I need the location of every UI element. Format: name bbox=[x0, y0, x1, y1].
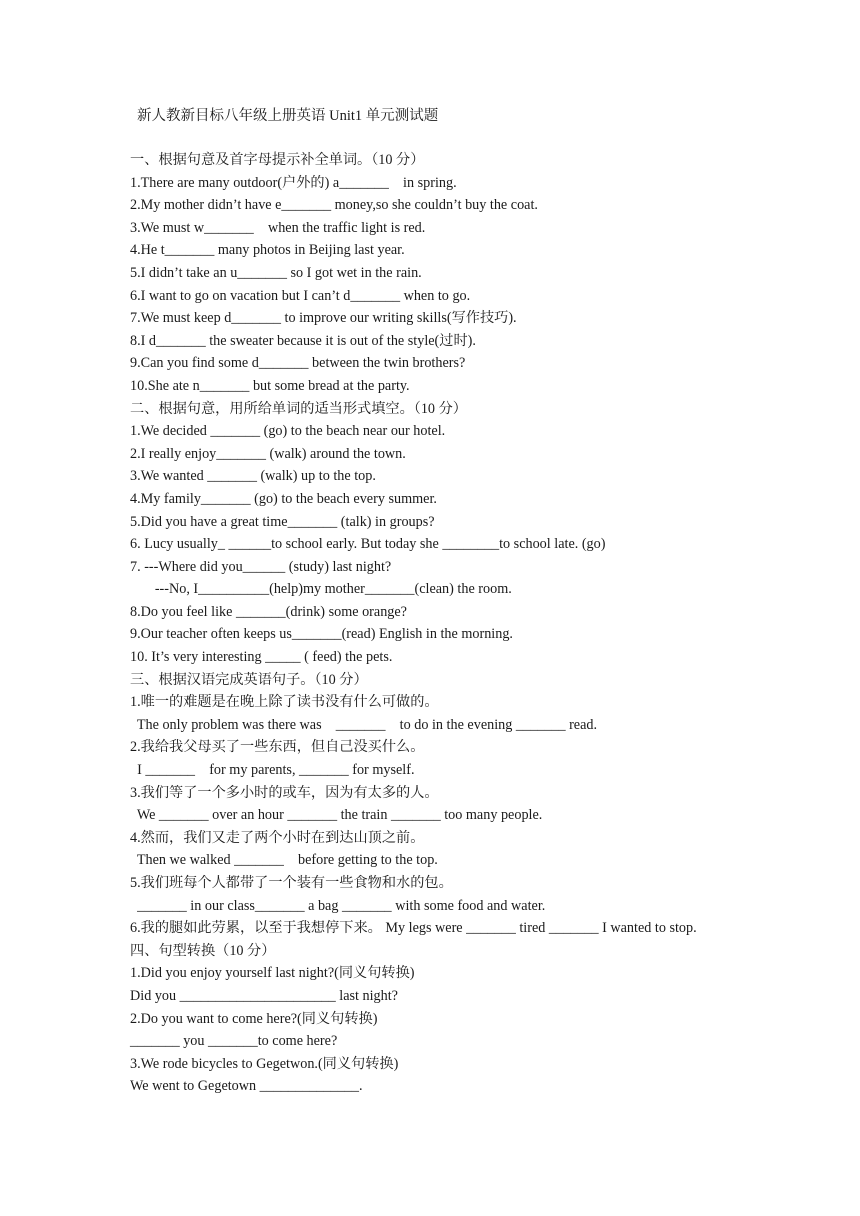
text-line: 7.We must keep d_______ to improve our writing skills(写作技巧). bbox=[130, 310, 517, 327]
text-line: Then we walked _______ before getting to the top. bbox=[130, 852, 438, 869]
text-line: 9.Can you find some d_______ between the twin brothers? bbox=[130, 355, 466, 372]
text-line: _______ you _______to come here? bbox=[130, 1033, 338, 1050]
text-line: 6. Lucy usually_ ______to school early. But today she ________to school late. (go) bbox=[130, 536, 606, 553]
text-line: 1.We decided _______ (go) to the beach near our hotel. bbox=[130, 423, 446, 440]
document-title: 新人教新目标八年级上册英语 Unit1 单元测试题 bbox=[137, 108, 439, 124]
text-line: 4.He t_______ many photos in Beijing last year. bbox=[130, 242, 405, 259]
text-line: Did you ______________________ last night? bbox=[130, 987, 398, 1004]
text-line: 1.There are many outdoor(户外的) a_______ in spring. bbox=[130, 174, 457, 191]
text-line: 3.我们等了一个多小时的或车，因为有太多的人。 bbox=[130, 784, 439, 801]
text-line: 4.My family_______ (go) to the beach every summer. bbox=[130, 490, 437, 507]
text-line: 5.Did you have a great time_______ (talk) in groups? bbox=[130, 513, 435, 530]
text-line: 9.Our teacher often keeps us_______(read) English in the morning. bbox=[130, 626, 513, 643]
text-line: 2.I really enjoy_______ (walk) around the town. bbox=[130, 445, 406, 462]
text-line: 3.We wanted _______ (walk) up to the top. bbox=[130, 468, 376, 485]
text-line: We went to Gegetown ______________. bbox=[130, 1078, 363, 1095]
text-line: The only problem was there was _______ to do in the evening _______ read. bbox=[130, 716, 598, 733]
text-line: 6.I want to go on vacation but I can’t d_______ when to go. bbox=[130, 287, 471, 304]
text-line: 1.Did you enjoy yourself last night?(同义句转换) bbox=[130, 965, 415, 982]
text-line: 1.唯一的难题是在晚上除了读书没有什么可做的。 bbox=[130, 694, 439, 711]
text-line: 3.We rode bicycles to Gegetwon.(同义句转换) bbox=[130, 1055, 399, 1072]
section-heading-2: 二、根据句意，用所给单词的适当形式填空。（10 分） bbox=[130, 400, 467, 417]
text-line: We _______ over an hour _______ the train _______ too many people. bbox=[130, 807, 543, 824]
text-line: _______ in our class_______ a bag _______ with some food and water. bbox=[130, 897, 546, 914]
section-heading-4: 四、句型转换（10 分） bbox=[130, 942, 276, 959]
text-line: 8.I d_______ the sweater because it is out of the style(过时). bbox=[130, 332, 476, 349]
text-line: 10. It’s very interesting _____ ( feed) the pets. bbox=[130, 649, 393, 666]
text-line: 10.She ate n_______ but some bread at the party. bbox=[130, 377, 410, 394]
text-line: 3.We must w_______ when the traffic light is red. bbox=[130, 219, 426, 236]
text-line: 6.我的腿如此劳累，以至于我想停下来。 My legs were _______ tired _______ I wanted to stop. bbox=[130, 920, 697, 937]
text-line: 2.Do you want to come here?(同义句转换) bbox=[130, 1010, 378, 1027]
section-heading-1: 一、根据句意及首字母提示补全单词。（10 分） bbox=[130, 152, 425, 168]
document-body bbox=[130, 149, 830, 1098]
text-line: 7. ---Where did you______ (study) last night? bbox=[130, 558, 392, 575]
text-line: 4.然而，我们又走了两个小时在到达山顶之前。 bbox=[130, 829, 425, 846]
section-heading-3: 三、根据汉语完成英语句子。（10 分） bbox=[130, 671, 368, 688]
text-line: 5.I didn’t take an u_______ so I got wet in the rain. bbox=[130, 264, 422, 281]
text-line: 5.我们班每个人都带了一个装有一些食物和水的包。 bbox=[130, 875, 453, 891]
text-line: 2.My mother didn’t have e_______ money,so she couldn’t buy the coat. bbox=[130, 197, 538, 214]
text-line: 8.Do you feel like _______(drink) some orange? bbox=[130, 603, 407, 620]
text-line: ---No, I__________(help)my mother_______(clean) the room. bbox=[130, 581, 512, 598]
text-line: I _______ for my parents, _______ for myself. bbox=[130, 762, 415, 779]
text-line: 2.我给我父母买了一些东西，但自己没买什么。 bbox=[130, 739, 425, 756]
